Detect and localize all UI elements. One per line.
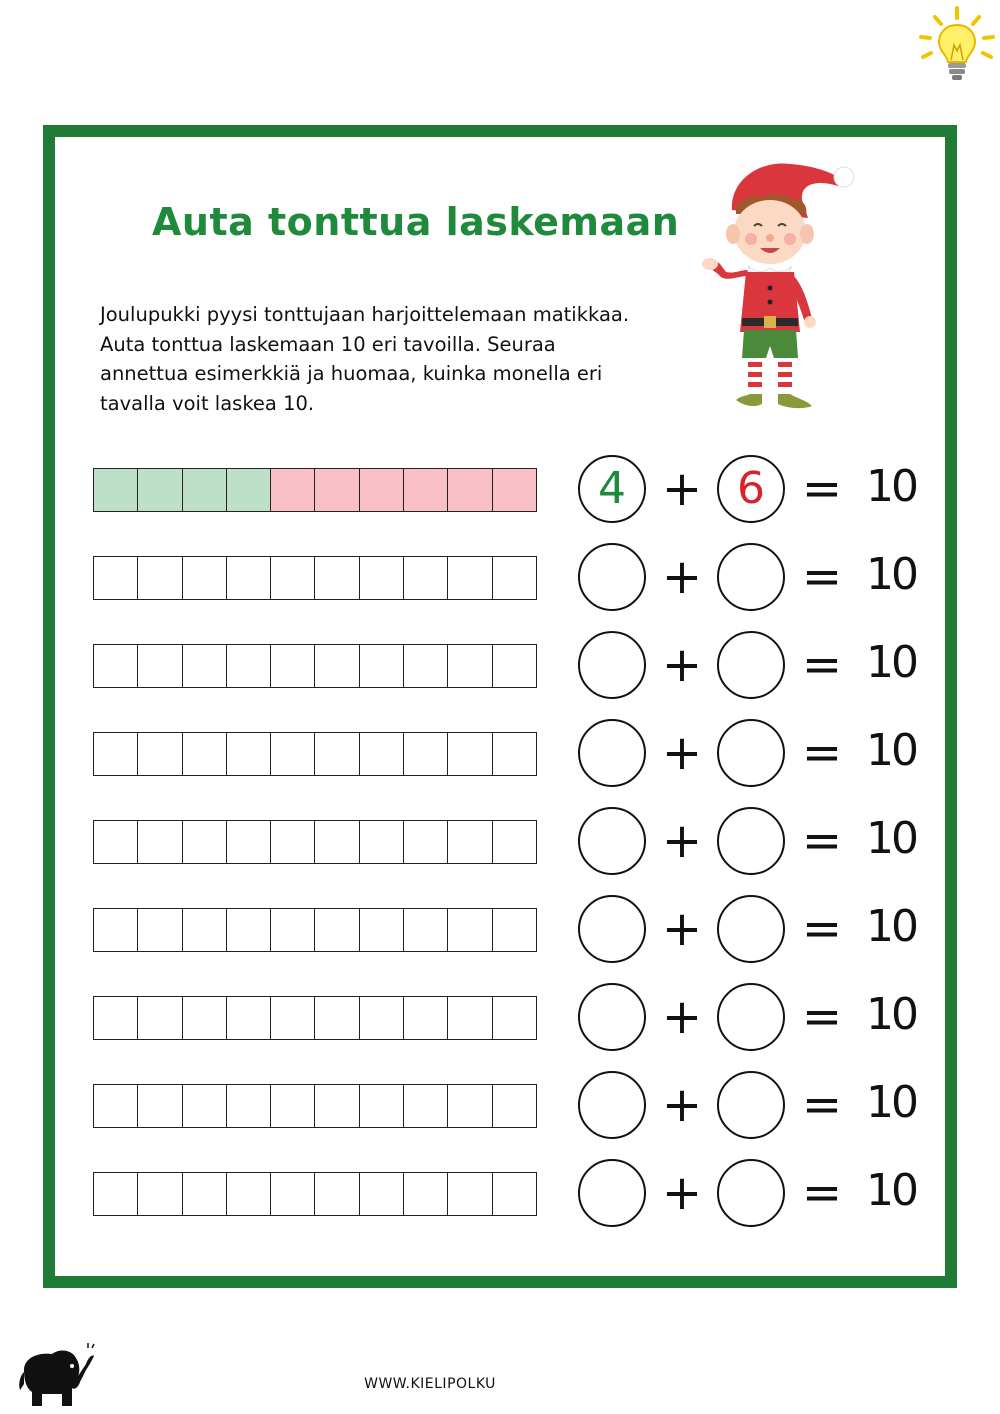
plus-sign: + xyxy=(661,989,703,1045)
ten-frame-cell[interactable] xyxy=(271,1173,315,1215)
exercise-row xyxy=(0,719,1000,789)
ten-frame-cell[interactable] xyxy=(404,1085,448,1127)
ten-frame-cell[interactable] xyxy=(493,557,536,599)
plus-sign: + xyxy=(661,813,703,869)
ten-frame-cell[interactable] xyxy=(404,733,448,775)
second-addend-circle[interactable] xyxy=(717,631,785,699)
ten-frame-cell[interactable] xyxy=(183,997,227,1039)
ten-frame-cell[interactable] xyxy=(404,909,448,951)
ten-frame-cell[interactable] xyxy=(315,733,359,775)
ten-frame-cell xyxy=(227,469,271,511)
ten-frame-cell[interactable] xyxy=(94,557,138,599)
ten-frame-cell[interactable] xyxy=(183,645,227,687)
ten-frame-cell[interactable] xyxy=(360,909,404,951)
equals-sign: = xyxy=(801,1077,843,1133)
plus-sign: + xyxy=(661,901,703,957)
instructions-line: annettua esimerkkiä ja huomaa, kuinka monella eri xyxy=(100,362,603,385)
sum-value: 10 xyxy=(866,549,916,600)
sum-value: 10 xyxy=(866,1077,916,1128)
ten-frame-cell[interactable] xyxy=(404,821,448,863)
ten-frame-cell[interactable] xyxy=(138,1173,182,1215)
ten-frame-cell[interactable] xyxy=(271,1085,315,1127)
ten-frame-cell[interactable] xyxy=(448,645,492,687)
ten-frame-cell[interactable] xyxy=(448,821,492,863)
ten-frame-cell[interactable] xyxy=(360,645,404,687)
ten-frame-bar xyxy=(93,468,537,512)
exercise-row xyxy=(0,1071,1000,1141)
equals-sign: = xyxy=(801,989,843,1045)
instructions-line: tavalla voit laskea 10. xyxy=(100,391,315,415)
ten-frame-cell[interactable] xyxy=(315,645,359,687)
ten-frame-cell[interactable] xyxy=(448,733,492,775)
equals-sign: = xyxy=(801,461,843,517)
ten-frame-cell[interactable] xyxy=(271,997,315,1039)
ten-frame-cell[interactable] xyxy=(448,1173,492,1215)
ten-frame-cell[interactable] xyxy=(271,909,315,951)
equals-sign: = xyxy=(801,549,843,605)
ten-frame-cell[interactable] xyxy=(404,645,448,687)
ten-frame-cell xyxy=(404,469,448,511)
sum-value: 10 xyxy=(866,461,916,512)
first-addend-circle[interactable] xyxy=(578,983,646,1051)
ten-frame-cell[interactable] xyxy=(227,645,271,687)
second-addend-circle[interactable] xyxy=(717,807,785,875)
christmas-elf-illustration xyxy=(690,150,865,415)
exercise-row xyxy=(0,455,1000,525)
ten-frame-cell[interactable] xyxy=(493,909,536,951)
ten-frame-cell[interactable] xyxy=(315,1085,359,1127)
ten-frame-cell[interactable] xyxy=(360,557,404,599)
ten-frame-cell[interactable] xyxy=(360,1085,404,1127)
sum-value: 10 xyxy=(866,989,916,1040)
first-addend-circle[interactable] xyxy=(578,807,646,875)
second-addend-circle[interactable] xyxy=(717,543,785,611)
ten-frame-bar xyxy=(93,996,537,1040)
ten-frame-cell[interactable] xyxy=(271,557,315,599)
ten-frame-cell[interactable] xyxy=(227,1085,271,1127)
ten-frame-cell[interactable] xyxy=(493,645,536,687)
equals-sign: = xyxy=(801,813,843,869)
ten-frame-cell[interactable] xyxy=(227,821,271,863)
ten-frame-cell[interactable] xyxy=(183,733,227,775)
ten-frame-cell xyxy=(138,469,182,511)
ten-frame-cell[interactable] xyxy=(493,821,536,863)
ten-frame-cell xyxy=(94,469,138,511)
ten-frame-cell[interactable] xyxy=(271,645,315,687)
ten-frame-cell[interactable] xyxy=(360,733,404,775)
second-addend-circle[interactable] xyxy=(717,1071,785,1139)
first-addend-circle: 4 xyxy=(578,455,646,523)
ten-frame-bar xyxy=(93,556,537,600)
plus-sign: + xyxy=(661,1077,703,1133)
equals-sign: = xyxy=(801,637,843,693)
ten-frame-cell[interactable] xyxy=(227,733,271,775)
ten-frame-cell[interactable] xyxy=(315,997,359,1039)
ten-frame-cell[interactable] xyxy=(360,997,404,1039)
instructions-line: Joulupukki pyysi tonttujaan harjoittelemaan matikkaa. xyxy=(100,303,630,326)
ten-frame-cell[interactable] xyxy=(493,733,536,775)
ten-frame-cell[interactable] xyxy=(183,821,227,863)
second-addend-circle[interactable] xyxy=(717,895,785,963)
ten-frame-cell[interactable] xyxy=(315,821,359,863)
ten-frame-cell[interactable] xyxy=(94,645,138,687)
equals-sign: = xyxy=(801,901,843,957)
exercise-row xyxy=(0,631,1000,701)
ten-frame-cell[interactable] xyxy=(448,909,492,951)
ten-frame-bar xyxy=(93,820,537,864)
ten-frame-cell[interactable] xyxy=(315,557,359,599)
ten-frame-cell xyxy=(271,469,315,511)
second-addend-circle[interactable] xyxy=(717,719,785,787)
plus-sign: + xyxy=(661,1165,703,1221)
ten-frame-cell[interactable] xyxy=(94,821,138,863)
second-addend-circle: 6 xyxy=(717,455,785,523)
instructions-text xyxy=(100,300,660,418)
exercise-row xyxy=(0,1159,1000,1229)
ten-frame-cell[interactable] xyxy=(183,1085,227,1127)
ten-frame-cell[interactable] xyxy=(138,821,182,863)
ten-frame-cell[interactable] xyxy=(138,997,182,1039)
ten-frame-cell[interactable] xyxy=(493,1173,536,1215)
ten-frame-cell[interactable] xyxy=(183,557,227,599)
ten-frame-bar xyxy=(93,732,537,776)
ten-frame-cell[interactable] xyxy=(404,557,448,599)
first-addend-circle[interactable] xyxy=(578,543,646,611)
ten-frame-bar xyxy=(93,1172,537,1216)
ten-frame-cell[interactable] xyxy=(227,909,271,951)
sum-value: 10 xyxy=(866,725,916,776)
ten-frame-cell xyxy=(315,469,359,511)
ten-frame-cell[interactable] xyxy=(493,1085,536,1127)
ten-frame-cell[interactable] xyxy=(227,557,271,599)
ten-frame-cell[interactable] xyxy=(138,557,182,599)
exercise-row xyxy=(0,983,1000,1053)
ten-frame-cell[interactable] xyxy=(493,997,536,1039)
first-addend-circle[interactable] xyxy=(578,1159,646,1227)
elephant-logo-icon xyxy=(14,1340,96,1408)
exercise-row xyxy=(0,807,1000,877)
plus-sign: + xyxy=(661,549,703,605)
ten-frame-cell[interactable] xyxy=(138,645,182,687)
ten-frame-cell[interactable] xyxy=(183,1173,227,1215)
ten-frame-cell[interactable] xyxy=(315,909,359,951)
ten-frame-cell[interactable] xyxy=(404,1173,448,1215)
plus-sign: + xyxy=(661,637,703,693)
instructions-line: Auta tonttua laskemaan 10 eri tavoilla. Seuraa xyxy=(100,332,556,356)
exercise-row xyxy=(0,895,1000,965)
ten-frame-cell[interactable] xyxy=(183,909,227,951)
exercise-row xyxy=(0,543,1000,613)
ten-frame-cell[interactable] xyxy=(94,997,138,1039)
sum-value: 10 xyxy=(866,901,916,952)
sum-value: 10 xyxy=(866,1165,916,1216)
ten-frame-bar xyxy=(93,908,537,952)
ten-frame-cell xyxy=(493,469,536,511)
footer-website: WWW.KIELIPOLKU xyxy=(364,1376,496,1392)
equals-sign: = xyxy=(801,1165,843,1221)
ten-frame-bar xyxy=(93,644,537,688)
ten-frame-cell[interactable] xyxy=(138,909,182,951)
ten-frame-cell xyxy=(448,469,492,511)
ten-frame-cell[interactable] xyxy=(448,1085,492,1127)
plus-sign: + xyxy=(661,725,703,781)
first-addend-circle[interactable] xyxy=(578,895,646,963)
first-addend-circle[interactable] xyxy=(578,719,646,787)
ten-frame-cell[interactable] xyxy=(315,1173,359,1215)
lightbulb-icon xyxy=(915,5,1000,90)
ten-frame-cell[interactable] xyxy=(360,821,404,863)
first-addend-circle[interactable] xyxy=(578,1071,646,1139)
ten-frame-bar xyxy=(93,1084,537,1128)
ten-frame-cell[interactable] xyxy=(271,733,315,775)
ten-frame-cell[interactable] xyxy=(448,557,492,599)
ten-frame-cell[interactable] xyxy=(94,909,138,951)
ten-frame-cell[interactable] xyxy=(138,1085,182,1127)
ten-frame-cell[interactable] xyxy=(94,1173,138,1215)
ten-frame-cell[interactable] xyxy=(138,733,182,775)
ten-frame-cell[interactable] xyxy=(360,1173,404,1215)
ten-frame-cell xyxy=(183,469,227,511)
ten-frame-cell[interactable] xyxy=(404,997,448,1039)
ten-frame-cell[interactable] xyxy=(227,1173,271,1215)
first-addend-circle[interactable] xyxy=(578,631,646,699)
ten-frame-cell[interactable] xyxy=(94,1085,138,1127)
second-addend-circle[interactable] xyxy=(717,1159,785,1227)
ten-frame-cell xyxy=(360,469,404,511)
ten-frame-cell[interactable] xyxy=(271,821,315,863)
sum-value: 10 xyxy=(866,637,916,688)
second-addend-circle[interactable] xyxy=(717,983,785,1051)
ten-frame-cell[interactable] xyxy=(448,997,492,1039)
sum-value: 10 xyxy=(866,813,916,864)
worksheet-title: Auta tonttua laskemaan xyxy=(152,200,680,244)
ten-frame-cell[interactable] xyxy=(94,733,138,775)
plus-sign: + xyxy=(661,461,703,517)
equals-sign: = xyxy=(801,725,843,781)
ten-frame-cell[interactable] xyxy=(227,997,271,1039)
